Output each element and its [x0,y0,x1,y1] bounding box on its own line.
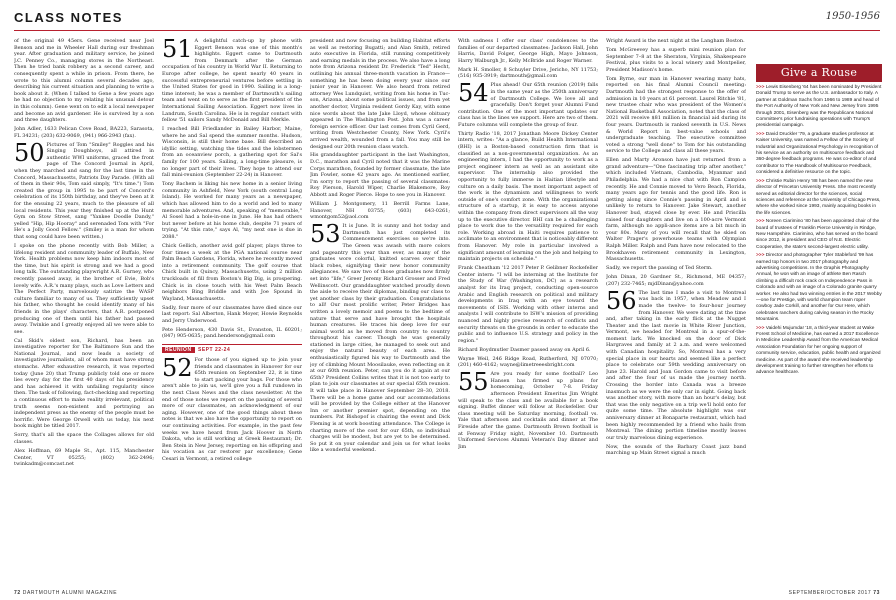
class-secretary-contact: Mark H. Smoller, 8 Schuyler Drive, Jericho, NY 11753; (516) 935-3919; dartmouth@gmail.com [458,66,598,80]
paragraph: Wright Award is the next night at the Langham Boston. [606,38,745,44]
text-column-3 [310,38,450,576]
class-year-dropcap: 54 [458,79,489,108]
triple-chevron-icon: >>> [756,219,766,225]
paragraph: of the original 49 45ers. Gene received near Joel Benson and me in Wheeler Hall during our freshman year. After graduation and military service, he joined J.C. Penney Co., managing stores in the Northeast. Then he tried bank robbery as a second career, and consequently spent a while in prison. From there, he wrote to this alumni column several decades ago, describing his current situation and planning to write a book about it. (When I talked to Gene a few years ago he had no objection to my relating his unusual detour in this column). Gene went on to edit a local newspaper and become an avid gardener. He is survived by a son and three daughters. [14,38,154,124]
class-year-dropcap: 53 [310,220,341,249]
footer-left [14,590,117,596]
class-note-53: 53 It is June. It is sunny and hot today and Dartmouth has just completed its Commencement exercises so we're into. The Green was awash with more colors and pageantry this year than ever, as many of the graduates wore colorful, knitted scarves over their black robes, signifying their new honor community allegiances. We saw two of those graduates now firmly set into "life," Greer Jeremy Richard Grosser and Fred Wellinscott. Our granddaughter watched proudly down the aisle to receive their diplomas, binding our class to yet another class by their graduation. Congratulations to all! Our most prolific writer, Peter Bridges has written a lovely memoir and poems to the bedtime of nature that serve and have brought the hospitals human creatures. He traces his deep love for our animal world as he moved from country to country throughout his career. Though he was generally stationed in large cities, he managed to seek out and enjoy the natural beauty of each area. He enthusiastically figured his way to Dartmouth and the joy of climbing Mount Moosilauke, even reflecting on it at our 60th reunion. Peter, can you do it again at our 65th? President Collins writes that it is not too early to plan to join our classmates at our special 65th reunion. It will take place in Hanover September 28–30, 2018. There will be a home game and our accommodations will be provided by the College either at the Hanover Inn or another premier spot, depending on the numbers. Pat Bishopof is chairing the event and Dick Fleming is at work boosting attendance. The College is charting more of the cost for our 65th, so individual charges will be modest, but are yet to be determined. So put it on your calendar and join us for what looks like a wonderful weekend. [310,220,450,454]
sidebar-item: >>> Christie Rubin Henry '88 has been named the new director of Princeton University Press. She most recently served as editorial director for the sciences, social sciences and reference at the University of Chicago Press, where she worked since 1993, mainly acquiring books in the life sciences. [756,178,881,216]
sidebar-item: >>> Vaidehi Mujumdar '18, a third-year student at Wake Forest School of Medicine, has earned a 2017 Excellence in Medicine Leadership Award from the American Medical Association Foundation for her ongoing support of community service, education, public health and organized medicine. As part of the award she received leadership development training to further strengthen her efforts to advance healthcare. [756,325,881,376]
paragraph: With sadness I offer our class' condolences to the families of our departed classmates: Jackson Hall, John Harris, David Folger, George High, Mayo Johnson, Harry Walburgh Jr., Kelly McBride and Roger Warner. [458,38,598,64]
publication-name: DARTMOUTH ALUMNI MAGAZINE [22,590,118,596]
class-year-dropcap: 52 [162,354,193,383]
page-header [0,0,896,40]
class-note-55: 55 Are you ready for some football? Leo Hansen has firmed up plans for homecoming, October 7-8. Friday afternoon President Emeritus Jim Wright will speak to the class and be available for a book signing. Buffet dinner will follow at Rockefeller. Our class meeting will be Saturday morning, football vs. Yale that afternoon and cocktails and dinner at The Fireside after the game. Dartmouth Brown football is at Fenway Friday night, November 10. Dartmouth Uniformed Services Alumni Veteran's Day dinner and Jim [458,368,598,450]
paragraph: Sadly, we report the passing of Ted Sterm. [606,265,713,272]
footer-right [789,590,880,596]
class-years-range: 1950-1956 [825,11,880,22]
class-note-52: 52 For those of you signed up to join your friends and classmates in Hanover for our 65th reunion on September 22, it is time to start packing your bags. For those who aren't able to join us, we'll give you a full rundown in the next Class News and the class newsletter. At the end of those notes we report on the passing of several more of our classmates, an acknowledgment of our aging. However, one of the good things about these notes is that we also have the opportunity to report on our continuing activities. For example, in the past few weeks we have heard from Jack Hoover in North Dakota, who is still working at Greek Restaurant; Dr. Ben Stein in New Jersey, reporting on his offspring and his vocation as car restorer par excellence; Gene Cesari in Vermont, a retired college [162,354,302,462]
triple-chevron-icon: >>> [756,178,766,184]
text-column-2 [162,38,302,576]
class-secretary-contact: Alex Hoffman, 69 Maple St., Apt. 115, Manchester Center, VT 05255; (802) 362-2496; twinkadm@comcast.net [14,447,154,468]
sidebar-title: Give a Rouse [756,64,882,82]
triple-chevron-icon: >>> [756,253,766,259]
text-column-5 [606,38,746,576]
class-year-dropcap: 55 [458,368,489,397]
issue-date: SEPTEMBER/OCTOBER 2017 [788,590,872,596]
paragraph: I spoke on the phone recently with Bob Miller, a lifelong resident and community leader of Buffalo, New York. Health problems now keep him indoors most of the time, but his spirit is strong and we had a good long talk. The outstanding playwright A.R. Gurney, who recently passed away, is the brother of Evie, Bob's lovely wife. A.R.'s many plays, such as Love Letters and The Perfect Party, marvelously satirize the WASP culture familiar to many of us. They sufficiently upset his father, who thought he could identify many of his friends in the plays' characters, that A.R. postponed producing one of them until his father had passed away. Twinkie and I greatly enjoyed all we were able to see. [14,242,154,335]
reunion-date: SEPT 22-24 [198,346,231,353]
triple-chevron-icon: >>> [756,85,766,90]
sidebar-body [756,82,882,377]
class-note-51: 51 A delightful catch-up by phone with Eggert Benson was one of this month's highlights. Eggert came to Dartmouth from Denmark after the German occupation of his country in World War II. Returning to Europe after college, he spent nearly 40 years in successful entrepreneurial ventures before settling in the United States for good in 1990. Sailing is a long-time interest; he was a member of Dartmouth's sailing team and went on to serve as the first president of the International Sailing Association. Eggert now lives in Landrum, South Carolina. He is in regular contact with fellow '51 sailors Sandy McDonald and Bill Merkle. [162,38,302,124]
class-year-dropcap: 51 [162,38,193,63]
text-column-4 [458,38,598,576]
triple-chevron-icon: >>> [756,131,766,137]
page-number-left: 72 [14,590,21,596]
page-number-right: 73 [873,590,880,596]
paragraph: Sadly, four more of our classmates have died since our last report: Sal Alberton, Hank Moyer, Howie Reynolds and Jerry Underwood. [162,304,302,324]
give-a-rouse-sidebar [756,64,882,542]
paragraph: Tony Bachem is liking his new home in a senior living community in Ashfield, New York (south central Long Island). He worked for many years as a newspaper, which has allowed him to do a world and led to many memorable adventures. And, speaking of "memorable," Al Sosel had a hole-in-one in June. He has had others but never before at his home club, despite 71 years of trying. "At this rate," says Al, "my next one is due in 2088." [162,181,302,240]
class-year-dropcap: 50 [14,138,45,167]
class-secretary-contact: John Dinan, 20 Gardner St., Richmond, ME 04357; (207) 232-7465; mjdDinan@yahoo.com [606,274,746,287]
sidebar-item: >>> Noreen Ciarimino '80 has been appointed chair of the board of trustees of Franklin Pierce University in Rindge, New Hampshire. Ciarimino, who has served on the board since 2012, is president and CEO of N.E. Electric Cooperative, the state's second-largest electric utility. [756,219,880,250]
reunion-banner [162,344,302,353]
header-rule [14,30,880,31]
class-secretary-contact: Wayne Weil, 246 Ridge Road, Rutherford, NJ 07070; (201) 460-4162; wayne@limetreeesbright.com [458,355,598,369]
class-secretary-contact: Pete Henderson, 430 Davis St., Evanston, IL 60201; (847) 905-0635; pand.henderson@gmail.com [162,326,302,340]
sidebar-item: >>> Director and photographer Tyler Stableford '99 has earned top honors in two 2017 photography and advertising competitions. In the Graphis Photography Annual, he won with an image of athlete Ben Rasch climbing a difficult rock crack on Independence Pass in Colorado and with an image of a Colorado granite quarry worker. He also had two winning entries in the 2017 Webby—one for Prestige, with world champion team roper cowboy Jade Corkill, and another for Our Here, which celebrates ranchers during calving season in the Rocky Mountains. [756,253,882,323]
sidebar-item: >>> David Druckler '79, a graduate studies professor at Kaiser University, was named a Fellow of the Society of Industrial and Organizational Psychology in recognition of his service as an authority on multisource feedback and 360-degree feedback programs. He was co-editor of and contributor to The Handbook of Multisource Feedback, considered a definitive resource on the topic. [756,131,879,176]
triple-chevron-icon: >>> [756,325,766,331]
class-year-dropcap: 56 [606,286,637,315]
paragraph: Thirty Radio '18, 2017 Jonathan Moore Dickey Center intern, writes: "As a glance, Build Health International (BHI) is a Boston-based construction firm that is classified as a non-governmental organization. As an engineering intern, I had the opportunity to work as a project engineer intern as well as an assistant site supervisor. The internship also provided the opportunity to fully immerse in Haitian lifestyle and culture on a daily basis. The most important aspect of the work is the dynamism and willingness to work outside of one's comfort zone. With the organizational structure of a startup, it is easy to access anyone within the company from direct supervisors all the way up to the executive director. BHI can be a challenging place to work due to the versatility required for each role. Working abroad in Haiti requires patience to acclimate to an environment that is noticeably different from Hanover. My role in particular involved a significant amount of learning on the job and helping to maintain projects on schedule." [458,130,598,263]
paragraph: Cal Skid's oldest son, Richard, has been an investigative reporter for The Baltimore Sun and the National Journal, and now leads a society of investigative journalists, all of whom must have strong stomachs. After exhaustive research, it was reported today (June 20) that Trump publicly told one or more lies every day for the first 40 days of his presidency and has achieved it with unfailing regularity since then. The task of following, fact-checking and reporting a continuous effort to make reality irrelevant, political truth seems non-existent and portraying an independent press as the enemy of the people must be horrific. Were George Orwell with us today, his next book might be titled 2017. [14,337,154,430]
paragraph: Sorry, that's all the space the Collages allows for old classes. [14,432,154,445]
paragraph: Frank Cheatham '12 2017 Peter P. Gelibner Rockefeller Center intern: "I will be interning at the Institute for the Study of War (Washington, DC) as a research analyst for its Iraq project, conducting open-source Arabic and English research on political and military developments in Iraq with an eye toward the movements of ISIS. Working with other interns and analysts I will contribute to ISW's mission of providing nuanced and highly precise research of conflicts and security threats on the grounds in order to educate the public and to influence U.S. strategy and policy in the region." [458,265,598,344]
class-secretary-contact: John Adler, 1633 Pelican Cove Road, BA223, Sarasota, FL 34231; (203) 632-9069, (941) 966-2943 (fax). [14,126,154,139]
paragraph: president and now focusing on building Habitat efforts as well as restoring Bugatti; and Alan Smith, retired auto executive in Florida, still running competitively and earning medals in the process. We also have a long note from Arizona resident Dr. Frederick "Ted" Hecht, outlining his annual three-month vacation in France—something he has been doing every year since our junior year in Hanover. We also heard from retired attorney Wes Lundquist, writing from his home in Tuc-son, Arizona, about some political issues, and from yet another doctor, Virginia resident Gordy Kay, with some nice words about the late Jake Lloyd, whose obituary appeared in The Washington Post. John was a career foreign service officer. Our last comes from Cyril Gerd, writing from Westchester County, New York. Cyril's arrived wealth, wounded from a fall. You may still be designed our 20th reunion class watch. [310,38,450,150]
class-note-54: 54 Plus ahead! Our 65th reunion (2019) falls in the same year as the 250th anniversary of Dartmouth College. We love all and gracefully. Don't forget your Alumni Fund contribution. One of the most important updates our class has is the lines we support. Here are two of them. Future columns will complete the group of four. [458,79,598,128]
paragraph: I reached Bill Friedlander in Bailey Harbor, Maine, where he and Sal spend the summer months. Hudson, Wisconsin, is still their home base. Bill described an idyllic setting, watching the tides and the lobstermen from an oceanview porch, a gathering spot for Sal's family for 100 years. Sailing, a long-time pleasure, is no longer part of their lives. They hope to attend our fall mini-reunion (September 22-24) in Hanover. [162,126,302,179]
class-secretary-contact: William J. Montgomery, 11 Berrill Farms Lane, Hanover, NH 03755; (603) 643-0261; wmontgom52@aol.com [310,201,450,221]
paragraph: Tom Byrne, our man in Hanover wearing many hats, reported on his final Alumni Council meeting: Dartmouth had the strongest response to the offer of admission in 10 years at 61 percent. Laurel Ritchie '81, new trustee chair who was president of the Women's National Basketball Association, noted that the class of 2021 will receive $81 million in financial aid during its four years. Dartmouth is ranked seventh in U.S. News & World Report in best-value schools and undergraduate teaching. The executive committee voted a strong "well done" to Tom for his outstanding service to the College and class all these years. [606,75,746,155]
section-title: CLASS NOTES [14,10,123,25]
reunion-label: REUNION [162,347,195,353]
paragraph: His granddaughter participant in the last Washington, D.C., marathon and Cyril noted that it was the Marine Corps marathon, founded by former classmate, the late Jim Fowler, some 42 years ago. As mentioned earlier, I'm sorry to report the passing of several classmates: Roy Pierson, Harold Wiper, Charlie Blakemore, Roy Abbott and Roger Pierce. Hope to see you in Hanover. [310,152,450,199]
class-note-50: 50 Pictures of Tom "Smiley" Roggles and his Singing Doughboys, all attired in authentic WWI uniforms, graced the front page of The Concord Journal in April, when they marched and sang for the last time in the Concord, Massachusetts, Patriots Day Parade. (With all of them in their 90s, Tom said simply, "It's time.") Tom created the group in 1995 to be part of Concord's celebration of its 150th birthday, and they've been at it for the ensuing 22 years, much to the pleasure of all local residents. This year they finished up at the Hunt Gym on Stow Street, sang "Yankee Doodle Dandy," yelled "Hip, Hip Hooray" and serenaded Tom with "For He's a Jolly Good Fellow." (Smiley is a man for whom that song could have been written.) [14,138,154,240]
paragraph: Chick Gellich, another avid golf player, plays three to four times a week at the PGA national course near Palm Beach Gardens, Florida, where he recently moved into a retirement community. The golf course that Chick built in Quincy, Massachusetts, using 2 million truckloads of fill from Boston's Big Dig, is prospering. Chick is in close touch with his West Palm Beach neighbors Bing Briddle and with Joe Spound in Wayland, Massachusetts. [162,242,302,302]
paragraph: Ellen and Marty Aronson have just returned from a grand adventure—"One fascinating trip after another," which included Vietnam, Cambodia, Myanmar and Philadelphia. We had a nice chat with Ron Campion recently. He and Connie moved to Vero Beach, Florida, many years ago for tennis and the good life. Ron is getting along since Connie's passing in April and is unlikely to return to Hanover. Jake Stewart, another Hanover bud, stayed close by ever. He and Priscilla raised four daughters and live on a 100-acre Vermont farm, although no appli-ance items are a bit much in your 80s. Many of you will recall that he skied on Walter Prager's powerhouse teams with Olympian Ralph Miller. Ralph and Pam have now relocated to the Brookhaven retirement community in Lexington, Massachusetts. [606,157,746,263]
paragraph: Richard Boydmutler Dasmer passed away on April 6. [458,346,591,353]
paragraph: Now, the sounds of the Barbary Coast jazz band marching up Main Street signal a much [606,443,746,457]
class-note-56: 56 The last time I made a visit to Montreal was back in 1957, when Meadow and I made the twelve- to four-hour journey from Hanover. We were dating at the time and, after taking in the early flick at the Nugget Theater and the last movie in White River Junction, Vermont, we headed for Montreal in a spur-of-the-moment lark. We knocked on the door of Dick Hargraves and family at 2 a.m. and were welcomed with Canadian hospitality. So, Montreal has a very special place in our hearts and seemed like a perfect place to celebrate our 59th wedding anniversary on June 23. Harold and Joan Gordon came to visit before and after the four of us made the journey north. Crossing the border into Canada was a breeze inasmuch as we were the only car in sight. Going back was another story, with more than an hour's delay, but that was the only negative on a trip we'll hold onto for quite some time. The absolute highlight was our anniversary dinner at Bonaparte restaurant, which had been highly recommended by a friend who hails from Montreal. The dining portion timeline mostly leaves our truly marvelous dining experience. [606,286,746,441]
paragraph: Tom McGreevey has a superb mini reunion plan for September 7–8 at the Sheraton, Virginia, Shakespeare Festival, plus visits to a local winery and Montpelier, President Madison's home. [606,46,746,73]
text-column-1 [14,38,154,576]
sidebar-item: >>> Lewis Eisenberg '64 has been nominated by President Donald Trump to serve as the U.S. ambassador to Italy. A partner at Goldman Sachs from 1966 to 1989 and head of the Port Authority of New York and New Jersey from 1995 through 2001, Eisenberg was the Republicans National Committee's prior fundraising operations with Trump's presidential campaign. [756,85,882,129]
